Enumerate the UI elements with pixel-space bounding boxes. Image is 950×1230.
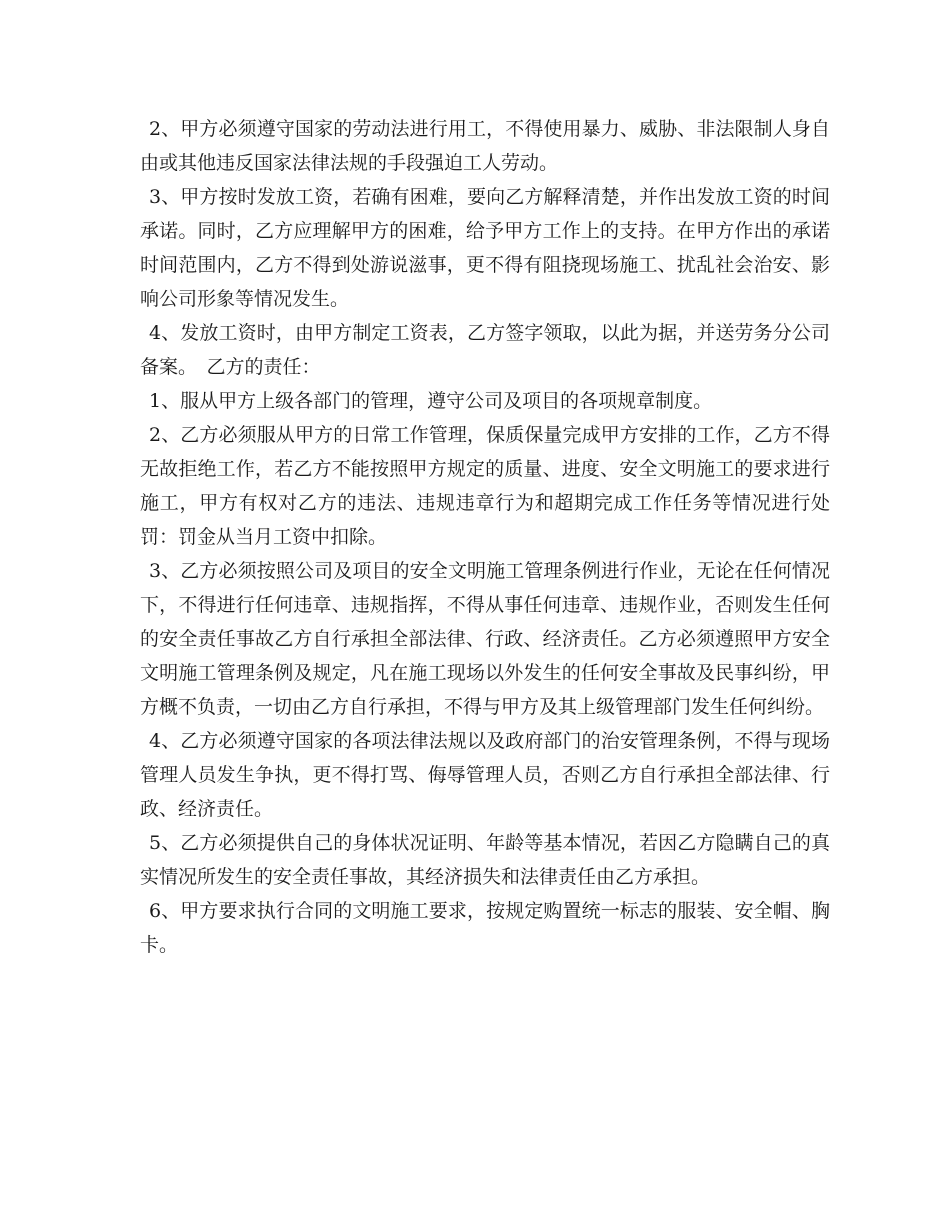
paragraph-party-b-health: 5、乙方必须提供自己的身体状况证明、年龄等基本情况，若因乙方隐瞒自己的真实情况所发生的安全责任事故，其经济损失和法律责任由乙方承担。 xyxy=(140,832,830,888)
paragraph-party-b-obey-management: 1、服从甲方上级各部门的管理，遵守公司及项目的各项规章制度。 xyxy=(149,390,713,412)
document-body xyxy=(140,112,830,962)
paragraph-party-a-wage-payment: 3、甲方按时发放工资，若确有困难，要向乙方解释清楚，并作出发放工资的时间承诺。同时，乙方应理解甲方的困难，给予甲方工作上的支持。在甲方作出的承诺时间范围内，乙方不得到处游说滋事，更不得有阻挠现场施工、扰乱社会治安、影响公司形象等情况发生。 xyxy=(140,186,830,310)
paragraph-uniform: 6、甲方要求执行合同的文明施工要求，按规定购置统一标志的服装、安全帽、胸卡。 xyxy=(140,900,830,956)
paragraph-wage-sheet: 4、发放工资时，由甲方制定工资表，乙方签字领取，以此为据，并送劳务分公司备案。 乙方的责任： xyxy=(140,322,830,378)
paragraph-party-b-laws: 4、乙方必须遵守国家的各项法律法规以及政府部门的治安管理条例，不得与现场管理人员发生争执，更不得打骂、侮辱管理人员，否则乙方自行承担全部法律、行政、经济责任。 xyxy=(140,730,830,820)
paragraph-party-b-safety: 3、乙方必须按照公司及项目的安全文明施工管理条例进行作业，无论在任何情况下，不得进行任何违章、违规指挥，不得从事任何违章、违规作业，否则发生任何的安全责任事故乙方自行承担全部法律、行政、经济责任。乙方必须遵照甲方安全文明施工管理条例及规定，凡在施工现场以外发生的任何安全事故及民事纠纷，甲方概不负责，一切由乙方自行承担，不得与甲方及其上级管理部门发生任何纠纷。 xyxy=(140,560,830,718)
paragraph-party-a-labor-law: 2、甲方必须遵守国家的劳动法进行用工，不得使用暴力、威胁、非法限制人身自由或其他违反国家法律法规的手段强迫工人劳动。 xyxy=(140,118,830,174)
paragraph-party-b-daily-work: 2、乙方必须服从甲方的日常工作管理，保质保量完成甲方安排的工作，乙方不得无故拒绝工作，若乙方不能按照甲方规定的质量、进度、安全文明施工的要求进行施工，甲方有权对乙方的违法、违规违章行为和超期完成工作任务等情况进行处罚：罚金从当月工资中扣除。 xyxy=(140,424,830,548)
